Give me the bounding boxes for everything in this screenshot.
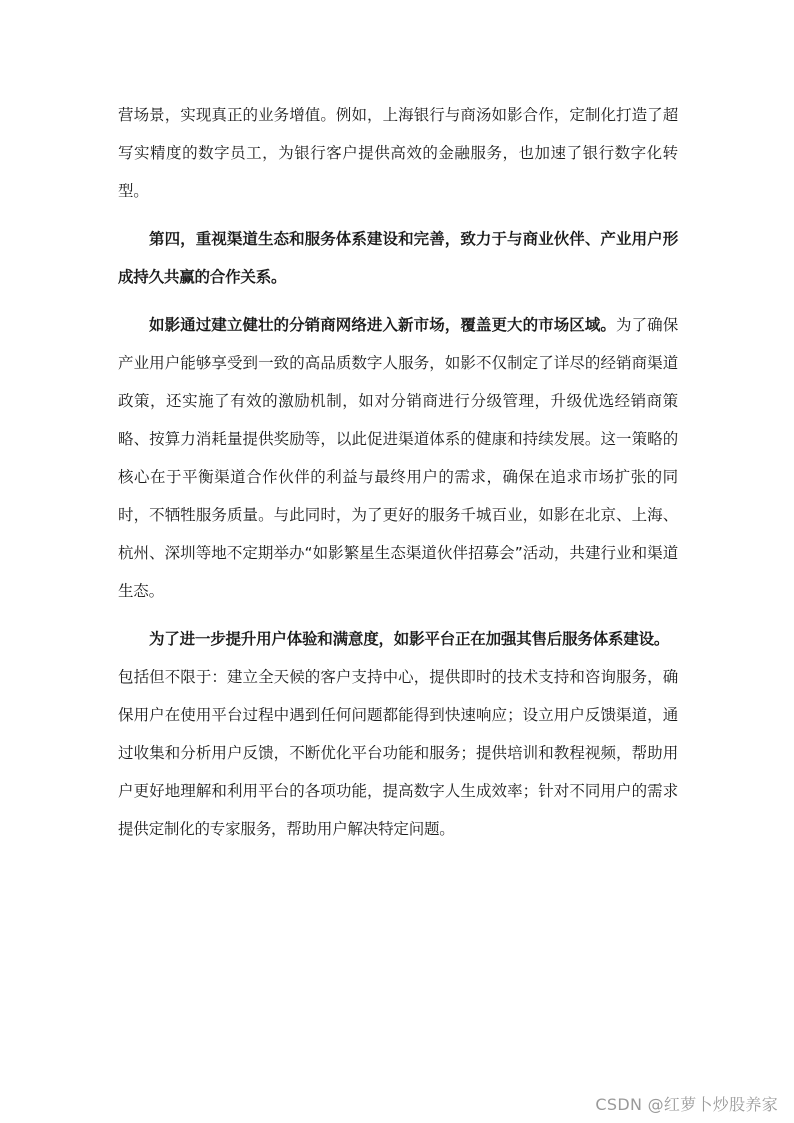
paragraph-1: 营场景，实现真正的业务增值。例如，上海银行与商汤如影合作，定制化打造了超写实精度的数字员工，为银行客户提供高效的金融服务，也加速了银行数字化转型。: [118, 106, 678, 200]
paragraph-2-heading: 第四，重视渠道生态和服务体系建设和完善，致力于与商业伙伴、产业用户形成持久共赢的合作关系。: [118, 230, 678, 286]
paragraph-3: [118, 306, 678, 610]
paragraph-3-lead: 如影通过建立健壮的分销商网络进入新市场，覆盖更大的市场区域。: [149, 316, 616, 334]
paragraph-4-lead: 为了进一步提升用户体验和满意度，如影平台正在加强其售后服务体系建设。: [149, 630, 670, 648]
paragraph-4: [118, 620, 678, 848]
document-body: [118, 96, 678, 858]
paragraph-4-body: 包括但不限于：建立全天候的客户支持中心，提供即时的技术支持和咨询服务，确保用户在使用平台过程中遇到任何问题都能得到快速响应；设立用户反馈渠道，通过收集和分析用户反馈，不断优化平台功能和服务；提供培训和教程视频，帮助用户更好地理解和利用平台的各项功能，提高数字人生成效率；针对不同用户的需求提供定制化的专家服务，帮助用户解决特定问题。: [118, 668, 678, 838]
paragraph-3-body: 为了确保产业用户能够享受到一致的高品质数字人服务，如影不仅制定了详尽的经销商渠道政策，还实施了有效的激励机制，如对分销商进行分级管理，升级优选经销商策略、按算力消耗量提供奖励等，以此促进渠道体系的健康和持续发展。这一策略的核心在于平衡渠道合作伙伴的利益与最终用户的需求，确保在追求市场扩张的同时，不牺牲服务质量。与此同时，为了更好的服务千城百业，如影在北京、上海、杭州、深圳等地不定期举办“如影繁星生态渠道伙伴招募会”活动，共建行业和渠道生态。: [118, 316, 678, 600]
csdn-watermark: CSDN @红萝卜炒股养家: [595, 1095, 778, 1114]
